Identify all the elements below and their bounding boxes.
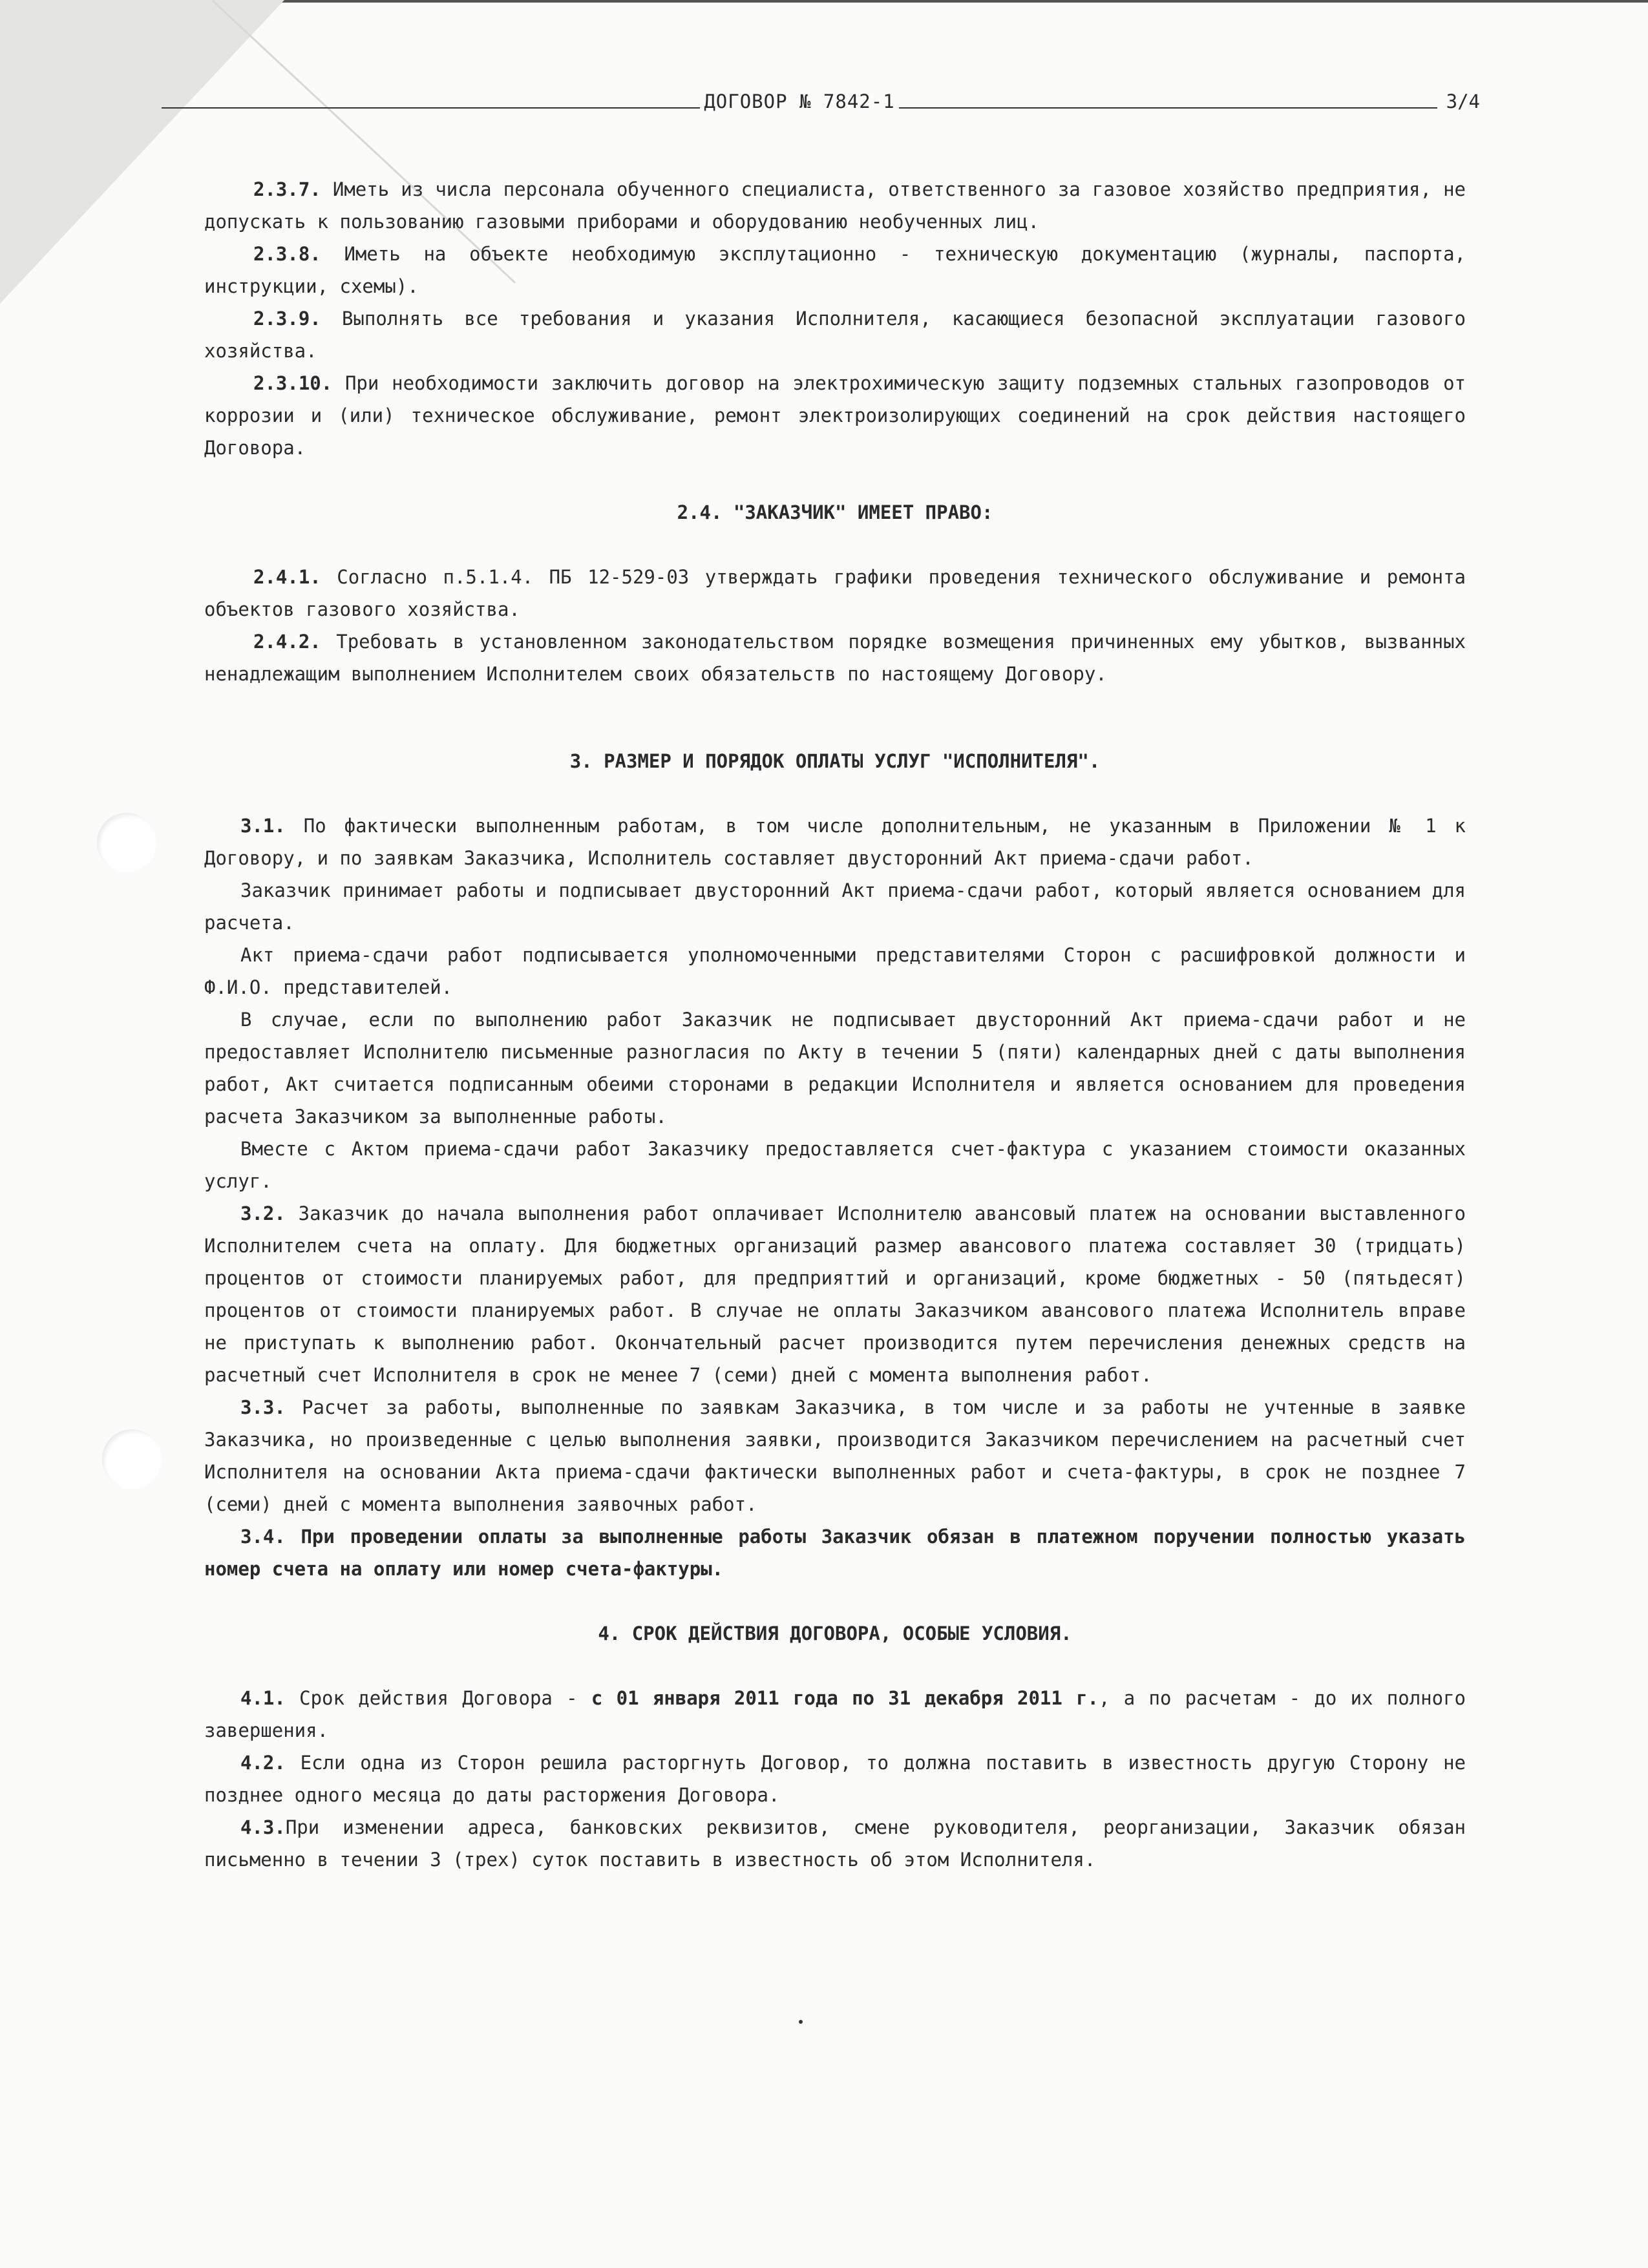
document-body (204, 173, 1466, 1876)
clause-2-4-1: 2.4.1. Согласно п.5.1.4. ПБ 12-529-03 утверждать графики проведения технического обслуживание и ремонта объектов газового хозяйства. (204, 566, 1466, 620)
scan-speck (799, 2020, 803, 2024)
clause-3-1: 3.1. По фактически выполненным работам, в том числе дополнительным, не указанным в Приложении № 1 к Договору, и по заявкам Заказчика, Исполнитель составляет двусторонний Акт приема-сдачи работ. (204, 815, 1466, 869)
paragraph-3-1-signing: Акт приема-сдачи работ подписывается уполномоченными представителями Сторон с расшифровкой должности и Ф.И.О. представителей. (204, 944, 1466, 998)
clause-2-3-10: 2.3.10. При необходимости заключить договор на электрохимическую защиту подземных стальных газопроводов от коррозии и (или) техническое обслуживание, ремонт электроизолирующих соединений на срок действия настоящего Договора. (204, 372, 1466, 459)
punch-hole-lower (102, 1429, 162, 1489)
paragraph-3-1-disagreement: В случае, если по выполнению работ Заказчик не подписывает двусторонний Акт приема-сдачи работ и не предоставляет Исполнителю письменные разногласия по Акту в течении 5 (пяти) календарных дней с даты выполнения работ, Акт считается подписанным обеими сторонами в редакции Исполнителя и является основанием для проведения расчета Заказчиком за выполненные работы. (204, 1009, 1466, 1128)
section-heading-2-4: 2.4. "ЗАКАЗЧИК" ИМЕЕТ ПРАВО: (677, 501, 993, 523)
clause-4-1: 4.1. Срок действия Договора - с 01 января 2011 года по 31 декабря 2011 г., а по расчетам - до их полного завершения. (204, 1687, 1466, 1741)
clause-3-3: 3.3. Расчет за работы, выполненные по заявкам Заказчика, в том числе и за работы не учтенные в заявке Заказчика, но произведенные с целью выполнения заявки, производится Заказчиком перечислением на расчетный счет Исполнителя на основании Акта приема-сдачи фактически выполненных работ и счета-фактуры, в срок не позднее 7 (семи) дней с момента выполнения заявочных работ. (204, 1396, 1466, 1515)
page-number: 3/4 (1446, 90, 1481, 112)
clause-2-3-8: 2.3.8. Иметь на объекте необходимую эксплутационно - техническую документацию (журналы, паспорта, инструкции, схемы). (204, 243, 1466, 297)
clause-2-3-9: 2.3.9. Выполнять все требования и указания Исполнителя, касающиеся безопасной эксплуатации газового хозяйства. (204, 308, 1466, 362)
header-rule-left (162, 107, 700, 109)
paragraph-3-1-invoice: Вместе с Актом приема-сдачи работ Заказчику предоставляется счет-фактура с указанием стоимости оказанных услуг. (204, 1138, 1466, 1192)
page-header (162, 84, 1480, 112)
section-heading-3: 3. РАЗМЕР И ПОРЯДОК ОПЛАТЫ УСЛУГ "ИСПОЛНИТЕЛЯ". (569, 750, 1101, 772)
section-heading-4: 4. СРОК ДЕЙСТВИЯ ДОГОВОРА, ОСОБЫЕ УСЛОВИЯ. (598, 1622, 1072, 1644)
header-rule-right (899, 107, 1437, 109)
clause-2-3-7: 2.3.7. Иметь из числа персонала обученного специалиста, ответственного за газовое хозяйство предприятия, не допускать к пользованию газовыми приборами и оборудованию необученных лиц. (204, 178, 1466, 233)
clause-3-4: 3.4. При проведении оплаты за выполненные работы Заказчик обязан в платежном поручении полностью указать номер счета на оплату или номер счета-фактуры. (204, 1526, 1466, 1580)
contract-title: ДОГОВОР № 7842-1 (704, 90, 895, 112)
contract-period: с 01 января 2011 года по 31 декабря 2011 г. (591, 1687, 1099, 1709)
clause-4-2: 4.2. Если одна из Сторон решила расторгнуть Договор, то должна поставить в известность другую Сторону не позднее одного месяца до даты расторжения Договора. (204, 1752, 1466, 1806)
clause-3-2: 3.2. Заказчик до начала выполнения работ оплачивает Исполнителю авансовый платеж на основании выставленного Исполнителем счета на оплату. Для бюджетных организаций размер авансового платежа составляет 30 (тридцать) процентов от стоимости планируемых работ, для предприяттий и организаций, кроме бюджетных - 50 (пятьдесят) процентов от стоимости планируемых работ. В случае не оплаты Заказчиком авансового платежа Исполнитель вправе не приступать к выполнению работ. Окончательный расчет производится путем перечисления денежных средств на расчетный счет Исполнителя в срок не менее 7 (семи) дней с момента выполнения работ. (204, 1202, 1466, 1386)
punch-hole-upper (97, 813, 156, 872)
clause-2-4-2: 2.4.2. Требовать в установленном законодательством порядке возмещения причиненных ему убытков, вызванных ненадлежащим выполнением Исполнителем своих обязательств по настоящему Договору. (204, 631, 1466, 685)
clause-4-3: 4.3.При изменении адреса, банковских реквизитов, смене руководителя, реорганизации, Заказчик обязан письменно в течении 3 (трех) суток поставить в известность об этом Исполнителя. (204, 1816, 1466, 1871)
paragraph-3-1-acceptance: Заказчик принимает работы и подписывает двусторонний Акт приема-сдачи работ, который является основанием для расчета. (204, 879, 1466, 934)
